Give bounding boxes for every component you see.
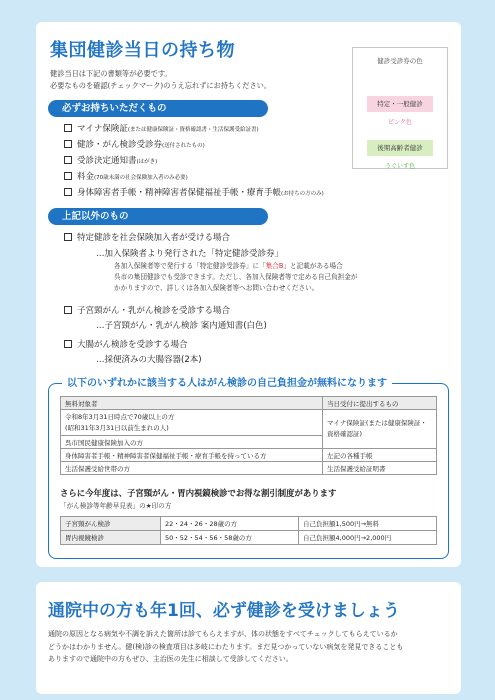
table-cell: マイナ保険証(または健康保険証・資格確認証) bbox=[323, 410, 437, 449]
checklist-item[interactable]: 料金(70歳未満の社会保険加入者のみ必要) bbox=[64, 170, 188, 182]
checklist-item[interactable]: 健診・がん検診受診券(送付されたもの) bbox=[64, 138, 205, 150]
table-cell: 50・52・54・56・58歳の方 bbox=[161, 531, 299, 545]
checkbox[interactable] bbox=[64, 140, 72, 148]
legend-pink-box: 特定・一般健診 bbox=[367, 96, 433, 112]
checkbox[interactable] bbox=[64, 233, 72, 241]
ticket-color-legend bbox=[352, 47, 448, 169]
intro-text: 健診当日は下記の書類等が必要です。 必要なものを確認(チェックマーク)のうえ忘れずにお持ちください。 bbox=[50, 69, 272, 90]
checkup-advice-card bbox=[36, 582, 461, 694]
checklist-item[interactable]: マイナ保険証(または健康保険証・資格確認書・生活保護受給証書) bbox=[64, 122, 259, 134]
legend-green-caption: うぐいす色 bbox=[384, 163, 415, 170]
required-items-heading: 必ずお持ちいただくもの bbox=[48, 100, 268, 117]
table-row bbox=[61, 517, 437, 531]
legend-heading: 健診受診券の色 bbox=[377, 57, 423, 65]
other-items-heading: 上記以外のもの bbox=[48, 208, 268, 225]
checklist-item[interactable]: 身体障害者手帳・精神障害者保健福祉手帳・療育手帳(お持ちの方のみ) bbox=[64, 186, 324, 198]
table-cell: 生活保護受給世帯の方 bbox=[61, 462, 323, 475]
belongings-card bbox=[36, 22, 461, 567]
table-header-cell: 当日受付に提出するもの bbox=[323, 397, 437, 410]
checklist-item[interactable]: 子宮頸がん・乳がん検診を受診する場合 bbox=[64, 304, 230, 316]
checkbox[interactable] bbox=[64, 124, 72, 132]
table-cell: 身体障害者手帳・精神障害者保健福祉手帳・療育手帳を持っている方 bbox=[61, 449, 323, 462]
advice-body: 通院の原因となる病気や不調を訴えた箇所は診てもらえますが、体の状態をすべてチェックしてもらえているか どうかはわかりません。健(検)診の検査項目は多岐にわたります。まだ見つかっていない病気を発見できることも ありますので通院中の方もぜひ、主治医の先生に相談して受診してください。 bbox=[48, 630, 404, 663]
table-row bbox=[61, 410, 437, 436]
checkbox[interactable] bbox=[64, 172, 72, 180]
free-info-heading: 以下のいずれかに該当する人はがん検診の自己負担金が無料になります bbox=[62, 374, 392, 389]
table-cell: 自己負担額1,500円→無料 bbox=[299, 517, 437, 531]
table-cell: 生活保護受給証明書 bbox=[323, 462, 437, 475]
legend-green-box: 後期高齢者健診 bbox=[367, 140, 433, 156]
table-cell: 子宮頸がん検診 bbox=[61, 517, 161, 531]
checkbox[interactable] bbox=[64, 156, 72, 164]
item-detail: …子宮頸がん・乳がん検診 案内通知書(白色) bbox=[96, 321, 267, 331]
item-detail: …加入保険者より発行された「特定健診受診券」 bbox=[96, 249, 284, 259]
free-eligibility-table bbox=[60, 396, 437, 475]
item-detail: …採便済みの大腸容器(2本) bbox=[96, 355, 202, 365]
table-cell: 令和8年3月31日時点で70歳以上の方 (昭和31年3月31日以前生まれの人) bbox=[61, 410, 323, 436]
table-cell: 左記の各種手帳 bbox=[323, 449, 437, 462]
table-row bbox=[61, 531, 437, 545]
checkbox[interactable] bbox=[64, 188, 72, 196]
table-header-row bbox=[61, 397, 437, 410]
checkbox[interactable] bbox=[64, 306, 72, 314]
legend-pink-caption: ピンク色 bbox=[388, 119, 412, 126]
table-row bbox=[61, 449, 437, 462]
table-row bbox=[61, 462, 437, 475]
checklist-item[interactable]: 大腸がん検診を受診する場合 bbox=[64, 338, 188, 350]
checklist-item[interactable]: 特定健診を社会保険加入者が受ける場合 bbox=[64, 231, 230, 243]
checkbox[interactable] bbox=[64, 340, 72, 348]
table-cell: 呉市国民健康保険加入の方 bbox=[61, 436, 323, 449]
table-cell: 自己負担額4,000円→2,000円 bbox=[299, 531, 437, 545]
discount-table bbox=[60, 516, 437, 545]
checklist-item[interactable]: 受診決定通知書(はがき) bbox=[64, 154, 157, 166]
discount-note: 「がん検診等年齢早見表」の★印の方 bbox=[60, 502, 172, 510]
discount-title: さらに今年度は、子宮頸がん・胃内視鏡検診でお得な割引制度があります bbox=[60, 488, 337, 498]
table-cell: 22・24・26・28歳の方 bbox=[161, 517, 299, 531]
table-header-cell: 無料対象者 bbox=[61, 397, 323, 410]
advice-title: 通院中の方も年1回、必ず健診を受けましょう bbox=[48, 601, 400, 621]
item-note: 各加入保険者等で発行する「特定健診受診券」に「集合B」と記載がある場合 呉市の集団健診でも受診できます。ただし、各加入保険者等で定める自己負担金が かかりますので、詳しくは各加入保険者等へお問い合わせください。 bbox=[114, 262, 358, 292]
page-title: 集団健診当日の持ち物 bbox=[50, 40, 235, 61]
highlighted-keyword: 集合B bbox=[265, 262, 284, 270]
table-cell: 胃内視鏡検診 bbox=[61, 531, 161, 545]
